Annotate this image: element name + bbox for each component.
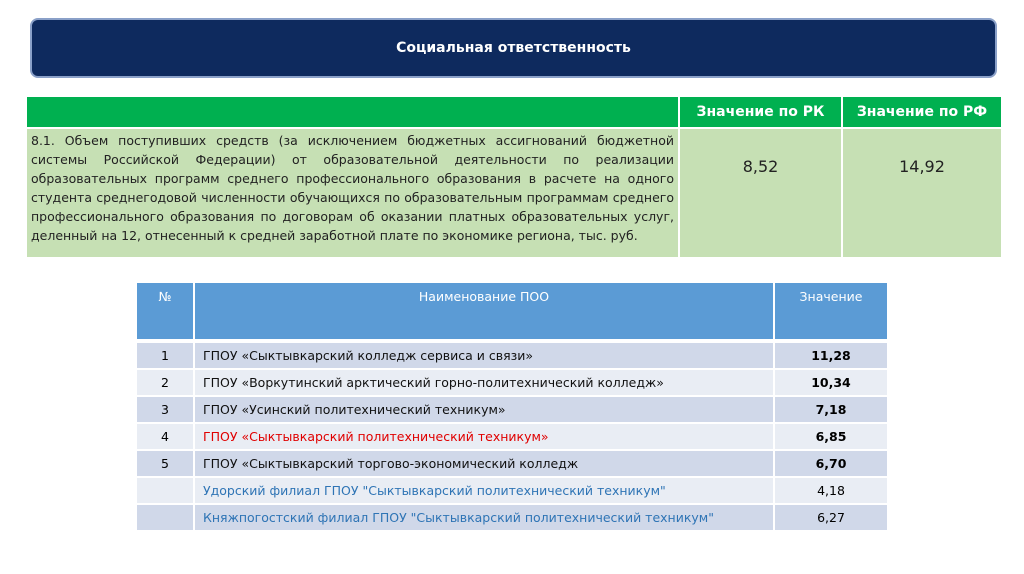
table-row <box>136 504 888 531</box>
row-value: 10,34 <box>774 369 888 396</box>
row-value: 6,85 <box>774 423 888 450</box>
row-number <box>136 504 194 531</box>
indicator-description: 8.1. Объем поступивших средств (за исключением бюджетных ассигнований бюджетной системы Российской Федерации) от образовательной деятельности по реализации образовательных программ среднего профессионального образования в расчете на одного студента среднегодовой численности обучающихся по образовательным программам среднего профессионального образования по договорам об оказании платных образовательных услуг, деленный на 12, отнесенный к средней заработной плате по экономике региона, тыс. руб. <box>26 128 679 258</box>
row-number <box>136 477 194 504</box>
title-banner <box>30 18 997 78</box>
header-rk: Значение по РК <box>679 96 842 128</box>
row-value: 11,28 <box>774 341 888 369</box>
row-name: ГПОУ «Воркутинский арктический горно-политехнический колледж» <box>194 369 774 396</box>
row-name: ГПОУ «Усинский политехнический техникум» <box>194 396 774 423</box>
row-name: ГПОУ «Сыктывкарский колледж сервиса и связи» <box>194 341 774 369</box>
table-row <box>136 369 888 396</box>
value-rf: 14,92 <box>842 128 1002 258</box>
table-row <box>136 396 888 423</box>
row-number: 1 <box>136 341 194 369</box>
row-name: Княжпогостский филиал ГПОУ "Сыктывкарский политехнический техникум" <box>194 504 774 531</box>
row-number: 4 <box>136 423 194 450</box>
row-value: 6,27 <box>774 504 888 531</box>
table-row <box>136 477 888 504</box>
page-title: Социальная ответственность <box>396 40 631 56</box>
indicator-table <box>25 95 1003 259</box>
row-value: 6,70 <box>774 450 888 477</box>
row-number: 5 <box>136 450 194 477</box>
row-name: ГПОУ «Сыктывкарский политехнический техникум» <box>194 423 774 450</box>
row-value: 7,18 <box>774 396 888 423</box>
header-blank <box>26 96 679 128</box>
header-rf: Значение по РФ <box>842 96 1002 128</box>
row-value: 4,18 <box>774 477 888 504</box>
header-name: Наименование ПОО <box>194 282 774 341</box>
table-row <box>136 341 888 369</box>
header-value: Значение <box>774 282 888 341</box>
row-number: 2 <box>136 369 194 396</box>
table-row <box>136 450 888 477</box>
organizations-table <box>135 281 889 532</box>
row-name: ГПОУ «Сыктывкарский торгово-экономический колледж <box>194 450 774 477</box>
row-name: Удорский филиал ГПОУ "Сыктывкарский политехнический техникум" <box>194 477 774 504</box>
row-number: 3 <box>136 396 194 423</box>
header-number: № <box>136 282 194 341</box>
table-row <box>136 423 888 450</box>
value-rk: 8,52 <box>679 128 842 258</box>
